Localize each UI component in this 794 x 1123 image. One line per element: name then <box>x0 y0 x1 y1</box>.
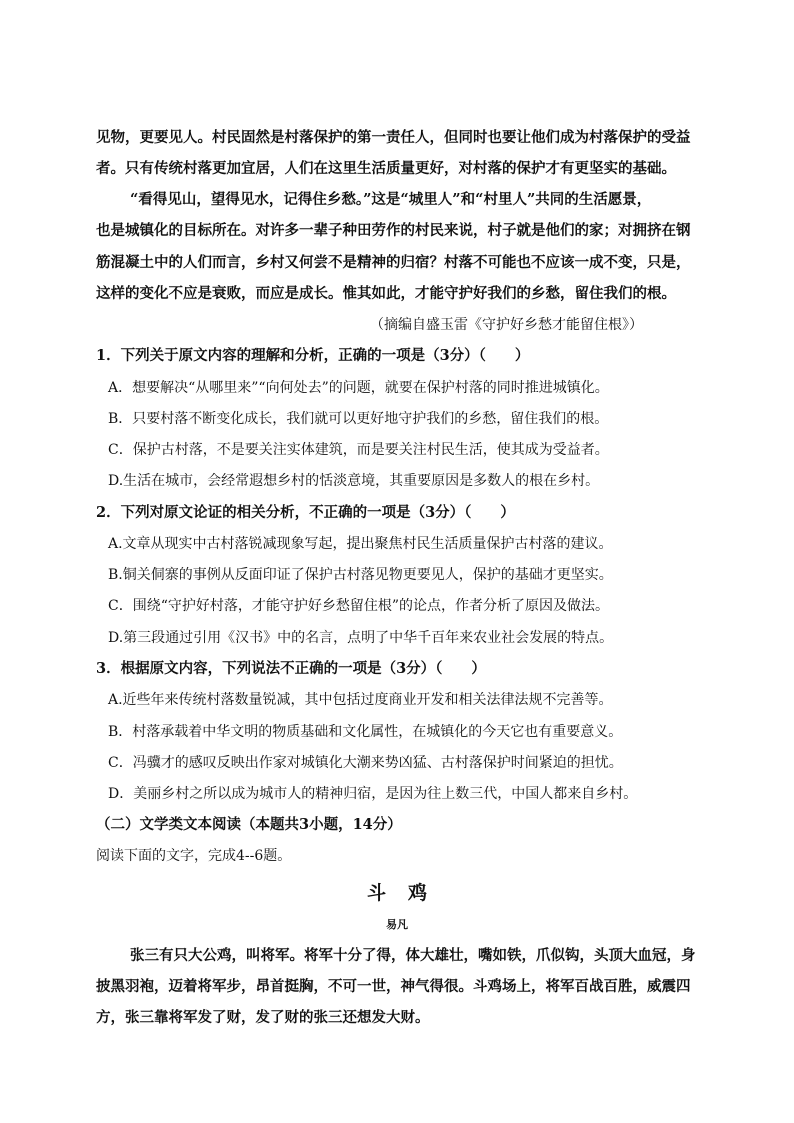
passage-line: 这样的变化不应是衰败，而应是成长。惟其如此，才能守护好我们的乡愁，留住我们的根。 <box>96 285 676 302</box>
passage-line: 也是城镇化的目标所在。对许多一辈子种田劳作的村民来说，村子就是他们的家；对拥挤在钢 <box>96 222 691 239</box>
passage-source: （摘编自盛玉雷《守护好乡愁才能留住根》） <box>370 317 643 333</box>
story-line: 张三有只大公鸡，叫将军。将军十分了得，体大雄壮，嘴如铁，爪似钩，头顶大血冠，身 <box>130 947 696 964</box>
passage-line: 见物，更要见人。村民固然是村落保护的第一责任人，但同时也要让他们成为村落保护的受益 <box>96 129 691 146</box>
question-2-option-d: D.第三段通过引用《汉书》中的名言，点明了中华千百年来农业社会发展的特点。 <box>108 630 614 646</box>
story-author: 易凡 <box>386 918 408 931</box>
passage-line: 筋混凝土中的人们而言，乡村又何尝不是精神的归宿？村落不可能也不应该一成不变，只是， <box>96 254 691 271</box>
story-title: 斗鸡 <box>366 882 449 904</box>
question-3-option-c: C．冯骥才的感叹反映出作家对城镇化大潮来势凶猛、古村落保护时间紧迫的担忧。 <box>108 755 623 771</box>
passage-line: 者。只有传统村落更加宜居，人们在这里生活质量更好，对村落的保护才有更坚实的基础。 <box>96 160 676 177</box>
story-line: 方，张三靠将军发了财，发了财的张三还想发大财。 <box>96 1009 430 1026</box>
question-1-option-c: C．保护古村落，不是要关注实体建筑，而是要关注村民生活，使其成为受益者。 <box>108 442 609 458</box>
question-3-option-b: B．村落承载着中华文明的物质基础和文化属性，在城镇化的今天它也有重要意义。 <box>108 724 623 740</box>
question-1-stem: 1．下列关于原文内容的理解和分析，正确的一项是（3分）（ ） <box>96 347 530 364</box>
section-heading: （二）文学类文本阅读（本题共3小题，14分） <box>96 816 402 833</box>
question-2-option-c: C．围绕“守护好村落，才能守护好乡愁留住根”的论点，作者分析了原因及做法。 <box>108 598 610 614</box>
question-3-option-a: A.近些年来传统村落数量锐减，其中包括过度商业开发和相关法律法规不完善等。 <box>108 692 613 708</box>
section-instruction: 阅读下面的文字，完成4--6题。 <box>96 848 292 864</box>
story-line: 披黑羽袍，迈着将军步，昂首挺胸，不可一世，神气得很。斗鸡场上，将军百战百胜，威震四 <box>96 978 691 995</box>
question-2-option-b: B.铜关侗寨的事例从反面印证了保护古村落见物更要见人，保护的基础才更坚实。 <box>108 567 613 583</box>
question-3-option-d: D．美丽乡村之所以成为城市人的精神归宿，是因为往上数三代，中国人都来自乡村。 <box>108 786 638 802</box>
question-2-stem: 2．下列对原文论证的相关分析，不正确的一项是（3分）（ ） <box>96 504 515 521</box>
question-1-option-d: D.生活在城市，会经常遐想乡村的恬淡意境，其重要原因是多数人的根在乡村。 <box>108 473 600 489</box>
question-1-option-b: B．只要村落不断变化成长，我们就可以更好地守护我们的乡愁，留住我们的根。 <box>108 411 609 427</box>
question-2-option-a: A.文章从现实中古村落锐减现象写起，提出聚焦村民生活质量保护古村落的建议。 <box>108 536 613 552</box>
question-1-option-a: A．想要解决“从哪里来”“向何处去”的问题，就要在保护村落的同时推进城镇化。 <box>108 380 609 396</box>
question-3-stem: 3．根据原文内容，下列说法不正确的一项是（3分）（ ） <box>96 660 486 677</box>
passage-line: “看得见山，望得见水，记得住乡愁。”这是“城里人”和“村里人”共同的生活愿景， <box>130 191 652 208</box>
